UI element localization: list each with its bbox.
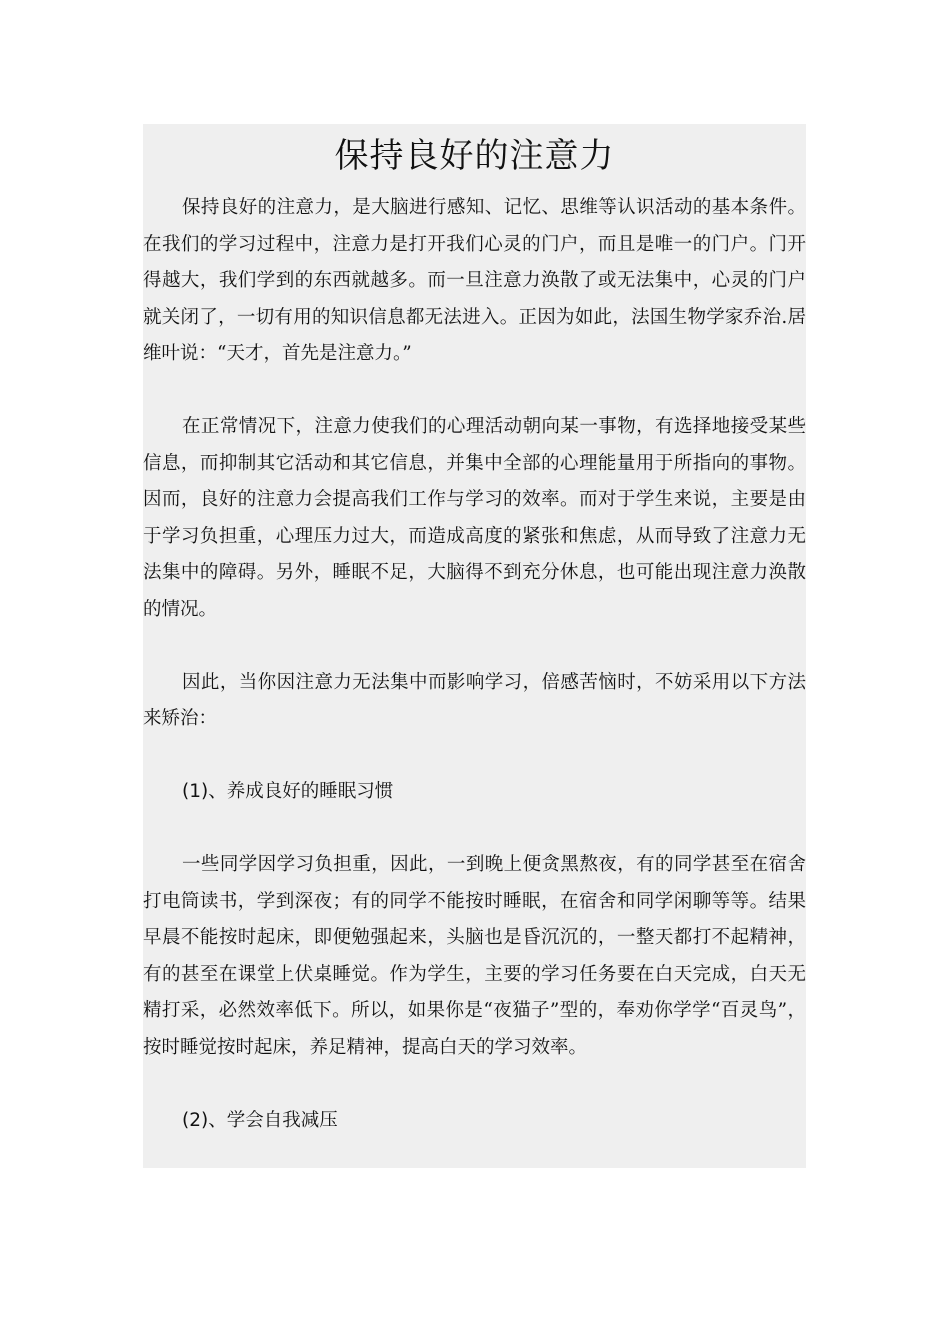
paragraph-therefore: 因此，当你因注意力无法集中而影响学习，倍感苦恼时，不妨采用以下方法来矫治：: [143, 671, 806, 729]
document-page: [143, 124, 806, 1168]
paragraph-intro: 保持良好的注意力，是大脑进行感知、记忆、思维等认识活动的基本条件。在我们的学习过程中，注意力是打开我们心灵的门户，而且是唯一的门户。门开得越大，我们学到的东西就越多。而一旦注意力涣散了或无法集中，心灵的门户就关闭了，一切有用的知识信息都无法进入。正因为如此，法国生物学家乔治.居维叶说：“天才，首先是注意力。”: [143, 197, 806, 364]
section-heading-sleep: (1)、养成良好的睡眠习惯: [182, 781, 394, 802]
document-title: 保持良好的注意力: [334, 136, 615, 176]
paragraph-spacer: [143, 811, 806, 848]
paragraph-sleep-habits: 一些同学因学习负担重，因此，一到晚上便贪黑熬夜，有的同学甚至在宿舍打电筒读书，学到深夜；有的同学不能按时睡眠，在宿舍和同学闲聊等等。结果早晨不能按时起床，即便勉强起来，头脑也是昏沉沉的，一整天都打不起精神，有的甚至在课堂上伏桌睡觉。作为学生，主要的学习任务要在白天完成，白天无精打采，必然效率低下。所以，如果你是“夜猫子”型的，奉劝你学学“百灵鸟”，按时睡觉按时起床，养足精神，提高白天的学习效率。: [143, 854, 806, 1058]
section-heading-stress: (2)、学会自我减压: [182, 1109, 338, 1131]
paragraph-spacer: [143, 628, 806, 665]
paragraph-spacer: [143, 1066, 806, 1103]
paragraph-spacer: [143, 373, 806, 410]
paragraph-normal-conditions: 在正常情况下，注意力使我们的心理活动朝向某一事物，有选择地接受某些信息，而抑制其它活动和其它信息，并集中全部的心理能量用于所指向的事物。因而，良好的注意力会提高我们工作与学习的效率。而对于学生来说，主要是由于学习负担重，心理压力过大，而造成高度的紧张和焦虑，从而导致了注意力无法集中的障碍。另外，睡眠不足，大脑得不到充分休息，也可能出现注意力涣散的情况。: [143, 416, 806, 620]
paragraph-spacer: [143, 738, 806, 775]
